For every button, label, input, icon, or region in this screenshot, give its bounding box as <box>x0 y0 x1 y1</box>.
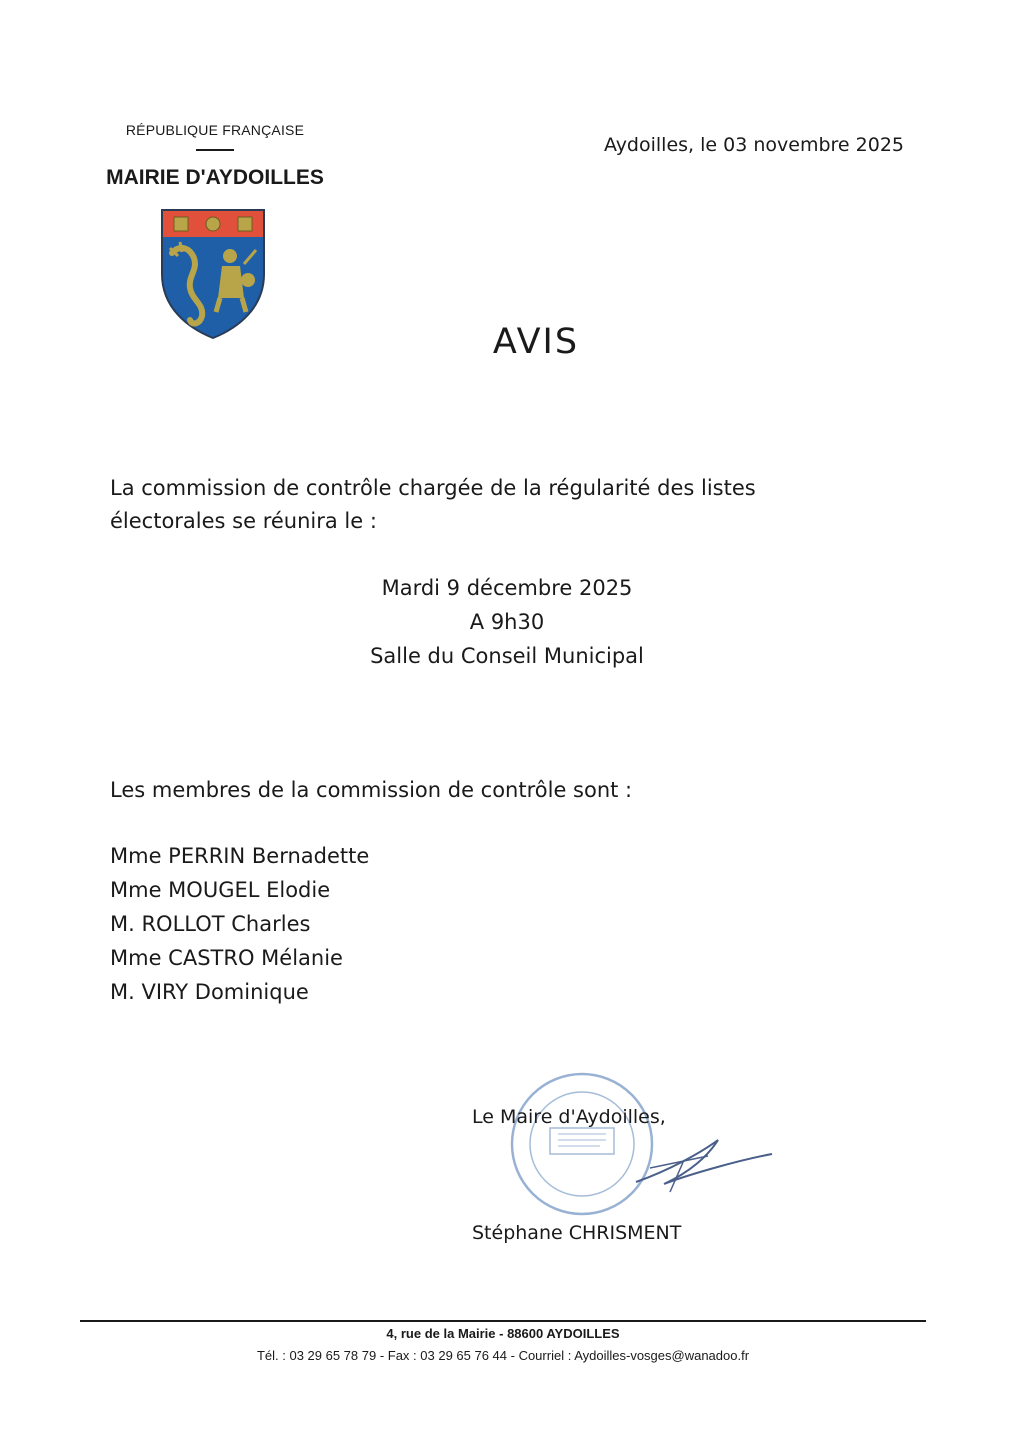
intro-line-1: La commission de contrôle chargée de la régularité des listes <box>110 476 756 500</box>
meeting-day: Mardi 9 décembre 2025 <box>381 576 633 600</box>
members-heading: Les membres de la commission de contrôle sont : <box>110 778 633 802</box>
member-item: Mme CASTRO Mélanie <box>110 946 343 970</box>
footer-divider <box>80 1320 926 1322</box>
member-item: Mme PERRIN Bernadette <box>110 844 370 868</box>
signer-name: Stéphane CHRISMENT <box>472 1222 682 1244</box>
document-date: Aydoilles, le 03 novembre 2025 <box>603 134 904 156</box>
member-item: M. ROLLOT Charles <box>110 912 311 936</box>
mairie-title: MAIRIE D'AYDOILLES <box>106 166 324 189</box>
member-item: Mme MOUGEL Elodie <box>110 878 331 902</box>
header-divider <box>196 149 234 151</box>
mayor-label: Le Maire d'Aydoilles, <box>472 1106 666 1128</box>
meeting-time: A 9h30 <box>469 610 545 634</box>
republic-label: RÉPUBLIQUE FRANÇAISE <box>125 122 305 138</box>
meeting-place: Salle du Conseil Municipal <box>370 644 644 668</box>
intro-line-2: électorales se réunira le : <box>110 509 377 533</box>
footer-address: 4, rue de la Mairie - 88600 AYDOILLES <box>386 1326 620 1341</box>
member-item: M. VIRY Dominique <box>110 980 309 1004</box>
coat-of-arms-icon <box>160 208 266 340</box>
page-title: AVIS <box>492 322 580 362</box>
footer-contact: Tél. : 03 29 65 78 79 - Fax : 03 29 65 76 44 - Courriel : Aydoilles-vosges@wanadoo.fr <box>256 1348 750 1363</box>
